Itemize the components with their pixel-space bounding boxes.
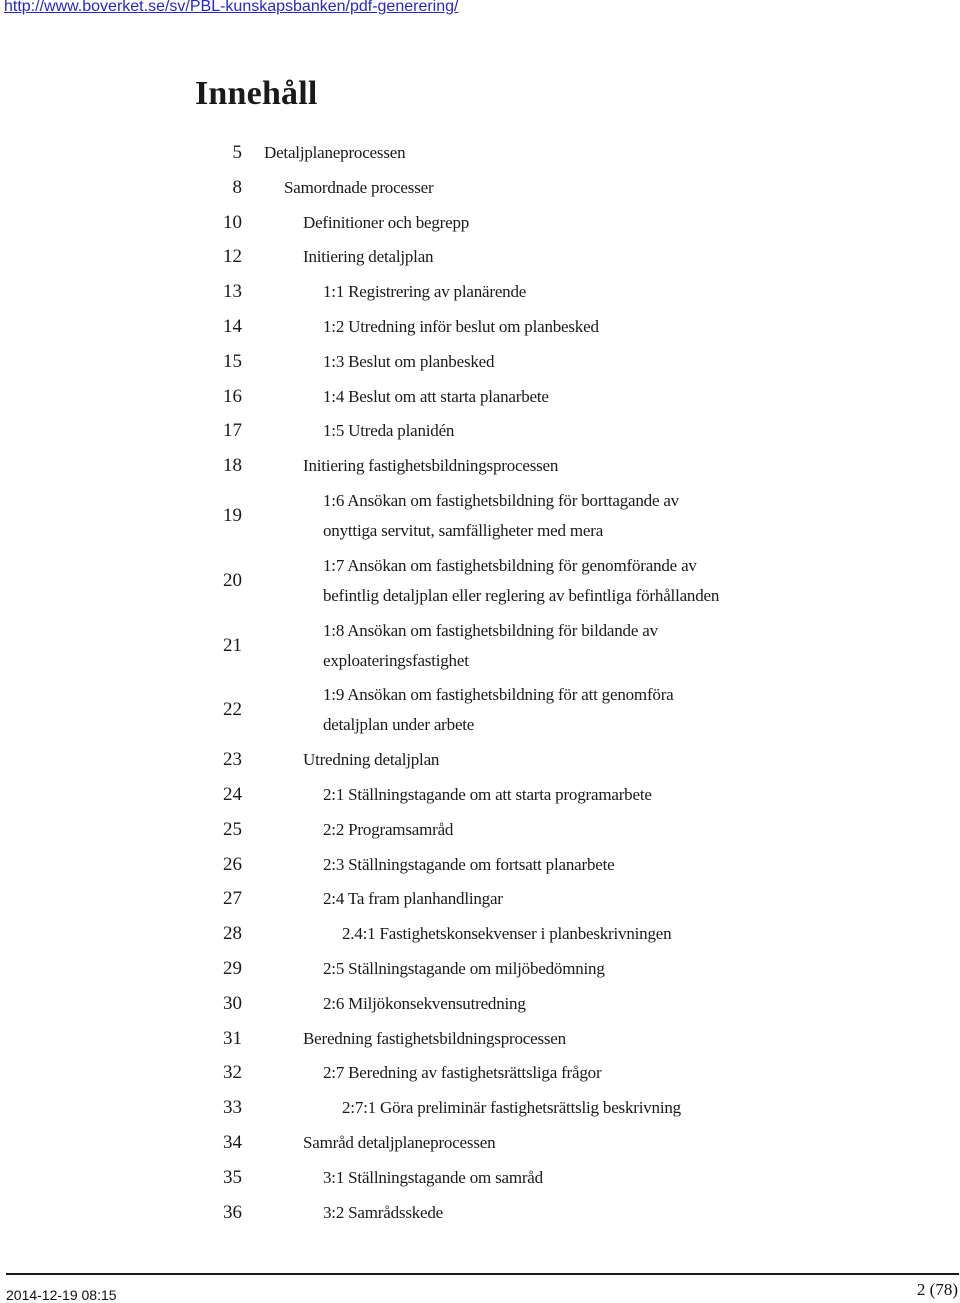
toc-entry-title: Samråd detaljplaneprocessen xyxy=(303,1133,496,1152)
footer-divider xyxy=(6,1273,959,1275)
toc-entry-title: Utredning detaljplan xyxy=(303,750,440,770)
toc-entry[interactable] xyxy=(0,277,960,312)
toc-entry-title: 1:1 Registrering av planärende xyxy=(323,282,527,302)
toc-entry-title: exploateringsfastighet xyxy=(323,650,469,670)
toc-entry-title: 2:3 Ställningstagande om fortsatt planarbete xyxy=(323,854,615,874)
toc-entry[interactable] xyxy=(0,884,960,919)
toc-entry[interactable] xyxy=(0,208,960,243)
toc-page-number: 32 xyxy=(223,1062,242,1084)
toc-entry-title: Initiering fastighetsbildningsprocessen xyxy=(303,456,559,476)
toc-entry[interactable] xyxy=(0,680,960,745)
toc-entry[interactable] xyxy=(0,1024,960,1059)
toc-page-number: 14 xyxy=(223,316,242,337)
toc-entry-title: 2:7:1 Göra preliminär fastighetsrättslig beskrivning xyxy=(342,1098,681,1118)
toc-entry[interactable] xyxy=(0,242,960,277)
toc-page-number: 13 xyxy=(223,281,242,303)
toc-entry-title: 2:4 Ta fram planhandlingar xyxy=(323,889,503,909)
toc-page-number: 31 xyxy=(223,1027,242,1049)
toc-page-number: 16 xyxy=(223,385,242,407)
toc-entry-title: Beredning fastighetsbildningsprocessen xyxy=(303,1028,566,1048)
toc-entry-title: 2:6 Miljökonsekvensutredning xyxy=(323,993,526,1013)
toc-entry[interactable] xyxy=(0,173,960,208)
toc-entry-title: 2:2 Programsamråd xyxy=(323,819,454,839)
footer-page-number: 2 (78) xyxy=(916,1280,958,1299)
toc-entry[interactable] xyxy=(0,919,960,954)
toc-page-number: 22 xyxy=(223,699,242,721)
toc-page-number: 34 xyxy=(223,1132,242,1153)
toc-entry[interactable] xyxy=(0,486,960,551)
toc-page-number: 24 xyxy=(223,784,242,805)
toc-page-number: 8 xyxy=(232,176,242,198)
toc-entry-title: detaljplan under arbete xyxy=(323,715,475,735)
toc-entry-title: 3:1 Ställningstagande om samråd xyxy=(323,1167,543,1187)
toc-page-number: 20 xyxy=(223,569,242,591)
toc-page-number: 5 xyxy=(232,142,242,163)
toc-page-number: 36 xyxy=(223,1201,242,1223)
toc-entry-title: 1:5 Utreda planidén xyxy=(323,421,455,441)
toc-page-number: 35 xyxy=(223,1166,242,1188)
toc-page-number: 21 xyxy=(223,634,242,656)
toc-entry[interactable] xyxy=(0,954,960,989)
toc-entry[interactable] xyxy=(0,1163,960,1198)
source-url-link[interactable]: http://www.boverket.se/sv/PBL-kunskapsbanken/pdf-generering/ xyxy=(4,0,459,15)
toc-page-number: 10 xyxy=(223,211,242,233)
toc-entry[interactable] xyxy=(0,382,960,417)
toc-entry[interactable] xyxy=(0,850,960,885)
toc-entry-title: 1:7 Ansökan om fastighetsbildning för genomförande av xyxy=(323,555,697,575)
toc-entry-title: Samordnade processer xyxy=(284,177,434,197)
toc-entry[interactable] xyxy=(0,1093,960,1128)
toc-entry-title: 2:5 Ställningstagande om miljöbedömning xyxy=(323,959,605,978)
toc-entry[interactable] xyxy=(0,551,960,616)
toc-entry[interactable] xyxy=(0,989,960,1024)
toc-entry[interactable] xyxy=(0,416,960,451)
toc-entry-title: 1:3 Beslut om planbesked xyxy=(323,351,495,371)
toc-entry-title: Detaljplaneprocessen xyxy=(264,143,406,162)
toc-entry[interactable] xyxy=(0,780,960,815)
toc-entry[interactable] xyxy=(0,347,960,382)
toc-entry-title: 1:6 Ansökan om fastighetsbildning för borttagande av xyxy=(323,491,679,510)
toc-entry-title: befintlig detaljplan eller reglering av befintliga förhållanden xyxy=(323,585,720,605)
toc-page-number: 30 xyxy=(223,992,242,1014)
toc-entry[interactable] xyxy=(0,1128,960,1163)
toc-entry[interactable] xyxy=(0,616,960,681)
toc-entry-title: 2.4:1 Fastighetskonsekvenser i planbeskrivningen xyxy=(342,924,672,944)
toc-entry[interactable] xyxy=(0,451,960,486)
toc-entry[interactable] xyxy=(0,312,960,347)
toc-page-number: 23 xyxy=(223,749,242,771)
toc-page-number: 19 xyxy=(223,505,242,526)
toc-entry-title: 3:2 Samrådsskede xyxy=(323,1202,444,1222)
toc-entry[interactable] xyxy=(0,1198,960,1233)
toc-entry[interactable] xyxy=(0,815,960,850)
page-title: Innehåll xyxy=(195,75,318,112)
toc-entry-title: 1:8 Ansökan om fastighetsbildning för bildande av xyxy=(323,620,658,640)
toc-entry[interactable] xyxy=(0,138,960,173)
toc-page-number: 15 xyxy=(223,350,242,372)
toc-page-number: 17 xyxy=(223,420,242,442)
toc-entry[interactable] xyxy=(0,1058,960,1093)
toc-page-number: 29 xyxy=(223,958,242,979)
toc-page-number: 18 xyxy=(223,455,242,477)
toc-page-number: 33 xyxy=(223,1097,242,1119)
toc-entry-title: 1:2 Utredning inför beslut om planbesked xyxy=(323,317,599,336)
footer-timestamp: 2014-12-19 08:15 xyxy=(6,1287,117,1303)
toc-entry-title: 1:9 Ansökan om fastighetsbildning för att genomföra xyxy=(323,685,674,705)
toc-entry-title: 2:1 Ställningstagande om att starta programarbete xyxy=(323,785,652,804)
toc-entry-title: Initiering detaljplan xyxy=(303,247,434,267)
toc-page-number: 25 xyxy=(223,818,242,840)
toc-page-number: 27 xyxy=(223,888,242,910)
toc-page-number: 12 xyxy=(223,246,242,268)
toc-entry-title: onyttiga servitut, samfälligheter med mera xyxy=(323,521,604,540)
toc-entry-title: 2:7 Beredning av fastighetsrättsliga frågor xyxy=(323,1063,602,1083)
toc-entry-title: Definitioner och begrepp xyxy=(303,212,470,232)
toc-page-number: 28 xyxy=(223,923,242,945)
toc-page-number: 26 xyxy=(223,853,242,875)
toc-entry[interactable] xyxy=(0,745,960,780)
toc-entry-title: 1:4 Beslut om att starta planarbete xyxy=(323,386,549,406)
